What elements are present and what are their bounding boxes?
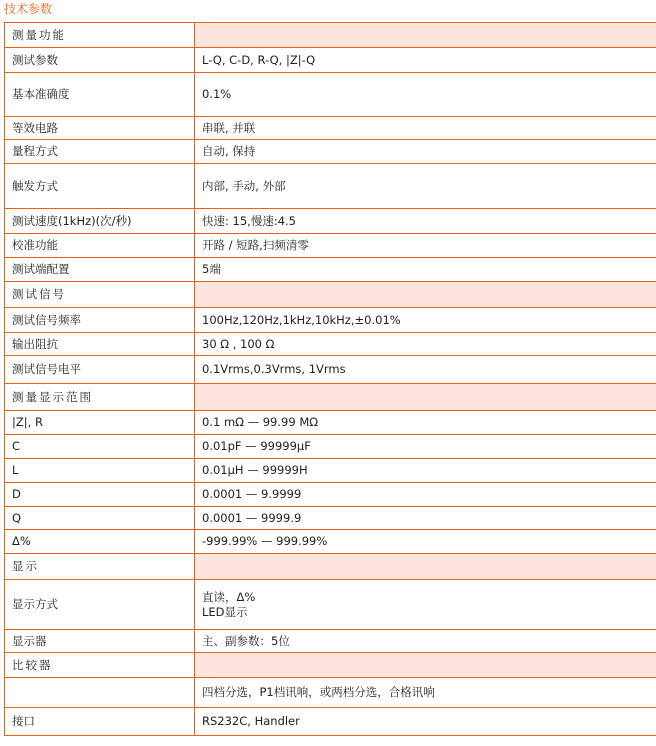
- table-row: [5, 140, 656, 164]
- row-label: 等效电路: [5, 117, 195, 140]
- row-value: 100Hz,120Hz,1kHz,10kHz,±0.01%: [195, 308, 656, 333]
- section-label: 测量功能: [5, 23, 195, 48]
- row-label: 显示方式: [5, 580, 195, 630]
- row-value: 串联, 并联: [195, 117, 656, 140]
- table-row: [5, 48, 656, 73]
- table-row: [5, 483, 656, 507]
- table-row: [5, 117, 656, 140]
- row-value: 开路 / 短路,扫频清零: [195, 234, 656, 258]
- row-label: 输出阻抗: [5, 333, 195, 356]
- table-row: [5, 459, 656, 483]
- table-row: [5, 164, 656, 209]
- row-value: L-Q, C-D, R-Q, |Z|-Q: [195, 48, 656, 73]
- table-row: [5, 23, 656, 48]
- row-label: 测试速度(1kHz)(次/秒): [5, 209, 195, 234]
- table-row: [5, 507, 656, 530]
- page-title: 技术参数: [4, 2, 53, 16]
- section-value: [195, 653, 656, 678]
- table-row: [5, 282, 656, 308]
- section-value: [195, 282, 656, 308]
- section-label: 测量显示范围: [5, 384, 195, 411]
- table-row: [5, 384, 656, 411]
- row-value: 30 Ω , 100 Ω: [195, 333, 656, 356]
- row-value: [195, 580, 656, 630]
- row-label: L: [5, 459, 195, 483]
- table-row: [5, 435, 656, 459]
- row-value: 快速: 15,慢速:4.5: [195, 209, 656, 234]
- row-label: Δ%: [5, 530, 195, 554]
- row-label: 测试端配置: [5, 258, 195, 282]
- table-row: [5, 580, 656, 630]
- row-label: 测试信号电平: [5, 356, 195, 384]
- row-label: 测试参数: [5, 48, 195, 73]
- row-value: 主、副参数：5位: [195, 630, 656, 653]
- section-value: [195, 554, 656, 580]
- row-label: 校准功能: [5, 234, 195, 258]
- table-row: [5, 258, 656, 282]
- section-value: [195, 23, 656, 48]
- section-label: 显示: [5, 554, 195, 580]
- table-row: [5, 678, 656, 708]
- table-row: [5, 356, 656, 384]
- row-value: RS232C, Handler: [195, 708, 656, 736]
- row-label: Q: [5, 507, 195, 530]
- table-row: [5, 630, 656, 653]
- table-row: [5, 234, 656, 258]
- table-row: [5, 554, 656, 580]
- row-value: 0.01μH — 99999H: [195, 459, 656, 483]
- row-label: 量程方式: [5, 140, 195, 164]
- row-value: 0.1 mΩ — 99.99 MΩ: [195, 411, 656, 435]
- table-row: [5, 411, 656, 435]
- row-label: 触发方式: [5, 164, 195, 209]
- table-row: [5, 308, 656, 333]
- row-value: 5端: [195, 258, 656, 282]
- row-label: 基本准确度: [5, 73, 195, 117]
- row-value: 0.0001 — 9.9999: [195, 483, 656, 507]
- section-label: 测试信号: [5, 282, 195, 308]
- table-row: [5, 209, 656, 234]
- row-value: -999.99% — 999.99%: [195, 530, 656, 554]
- section-label: 比较器: [5, 653, 195, 678]
- row-label: [5, 678, 195, 708]
- row-value: 0.01pF — 99999μF: [195, 435, 656, 459]
- row-label: |Z|, R: [5, 411, 195, 435]
- section-value: [195, 384, 656, 411]
- row-value: 0.1Vrms,0.3Vrms, 1Vrms: [195, 356, 656, 384]
- table-row: [5, 333, 656, 356]
- table-row: [5, 653, 656, 678]
- row-value: 自动, 保持: [195, 140, 656, 164]
- row-value-line: LED显示: [202, 604, 248, 619]
- row-label: 测试信号频率: [5, 308, 195, 333]
- table-row: [5, 530, 656, 554]
- row-value: 0.1%: [195, 73, 656, 117]
- row-label: 显示器: [5, 630, 195, 653]
- row-label: C: [5, 435, 195, 459]
- row-value: 内部, 手动, 外部: [195, 164, 656, 209]
- row-value: 0.0001 — 9999.9: [195, 507, 656, 530]
- spec-table: [4, 22, 656, 736]
- row-label: 接口: [5, 708, 195, 736]
- table-row: [5, 708, 656, 736]
- row-value-line: 直读，Δ%: [202, 589, 256, 604]
- table-row: [5, 73, 656, 117]
- row-value: 四档分选，P1档讯响，或两档分选，合格讯响: [195, 678, 656, 708]
- row-label: D: [5, 483, 195, 507]
